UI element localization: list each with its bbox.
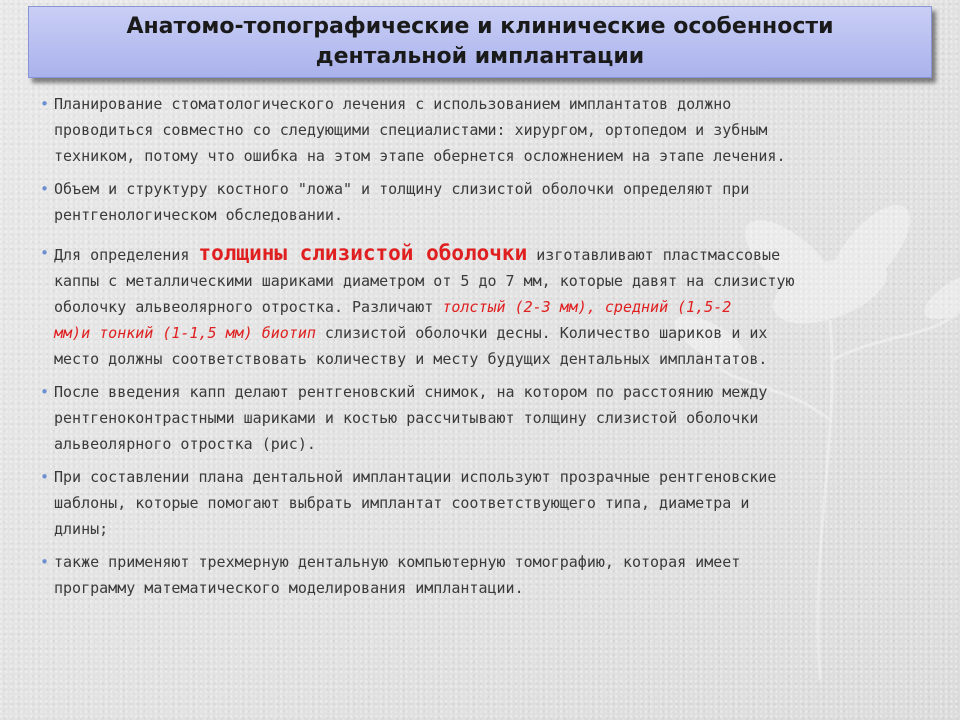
text-line bbox=[54, 320, 920, 346]
text-line: При составлении плана дентальной имплантации используют прозрачные рентгеновские bbox=[54, 468, 777, 486]
text-line bbox=[54, 240, 920, 268]
emphasis-italic-text: мм)и тонкий (1-1,5 мм) биотип bbox=[54, 324, 316, 342]
emphasis-italic-text: толстый (2-3 мм), средний (1,5-2 bbox=[442, 298, 732, 316]
text-segment: оболочку альвеолярного отростка. Различают bbox=[54, 298, 443, 316]
emphasis-text: толщины слизистой оболочки bbox=[198, 241, 528, 265]
bullet-icon: • bbox=[40, 180, 50, 198]
text-line: альвеолярного отростка (рис). bbox=[54, 435, 316, 453]
bullet-icon: • bbox=[40, 468, 50, 486]
text-line: длины; bbox=[54, 520, 109, 538]
text-line: рентгеноконтрастными шариками и костью рассчитывают толщину слизистой оболочки bbox=[54, 409, 759, 427]
text-segment: изготавливают пластмассовые bbox=[527, 246, 781, 264]
text-line bbox=[54, 294, 920, 320]
text-line: Планирование стоматологического лечения с использованием имплантатов должно bbox=[54, 95, 732, 113]
text-line: программу математического моделирования имплантации. bbox=[54, 579, 524, 597]
text-line: После введения капп делают рентгеновский снимок, на котором по расстоянию между bbox=[54, 383, 768, 401]
text-line: проводиться совместно со следующими специалистами: хирургом, ортопедом и зубным bbox=[54, 121, 768, 139]
text-line: место должны соответствовать количеству и месту будущих дентальных имплантатов. bbox=[54, 350, 768, 368]
bullet-item-tomography bbox=[40, 549, 920, 601]
text-line: также применяют трехмерную дентальную компьютерную томографию, которая имеет bbox=[54, 553, 741, 571]
text-segment: Для определения bbox=[54, 246, 199, 264]
bullet-item-xray bbox=[40, 379, 920, 457]
text-segment: слизистой оболочки десны. Количество шариков и их bbox=[315, 324, 768, 342]
text-line: Объем и структуру костного "ложа" и толщину слизистой оболочки определяют при bbox=[54, 180, 750, 198]
text-line: рентгенологическом обследовании. bbox=[54, 206, 343, 224]
text-line: шаблоны, которые помогают выбрать имплантат соответствующего типа, диаметра и bbox=[54, 494, 750, 512]
bullet-item-bone-volume bbox=[40, 176, 920, 228]
slide-title-line-1: Анатомо-топографические и клинические особенности bbox=[126, 14, 834, 39]
slide-content bbox=[40, 91, 920, 608]
bullet-item-planning bbox=[40, 91, 920, 169]
bullet-item-templates bbox=[40, 464, 920, 542]
bullet-icon: • bbox=[40, 244, 50, 262]
bullet-item-mucosa-thickness bbox=[40, 240, 920, 372]
bullet-icon: • bbox=[40, 383, 50, 401]
bullet-icon: • bbox=[40, 95, 50, 113]
bullet-icon: • bbox=[40, 553, 50, 571]
slide-title-line-2: дентальной имплантации bbox=[315, 44, 645, 69]
text-line: каппы с металлическими шариками диаметром от 5 до 7 мм, которые давят на слизистую bbox=[54, 272, 795, 290]
text-line: техником, потому что ошибка на этом этапе обернется осложнением на этапе лечения. bbox=[54, 147, 786, 165]
slide-title-box bbox=[28, 6, 932, 78]
